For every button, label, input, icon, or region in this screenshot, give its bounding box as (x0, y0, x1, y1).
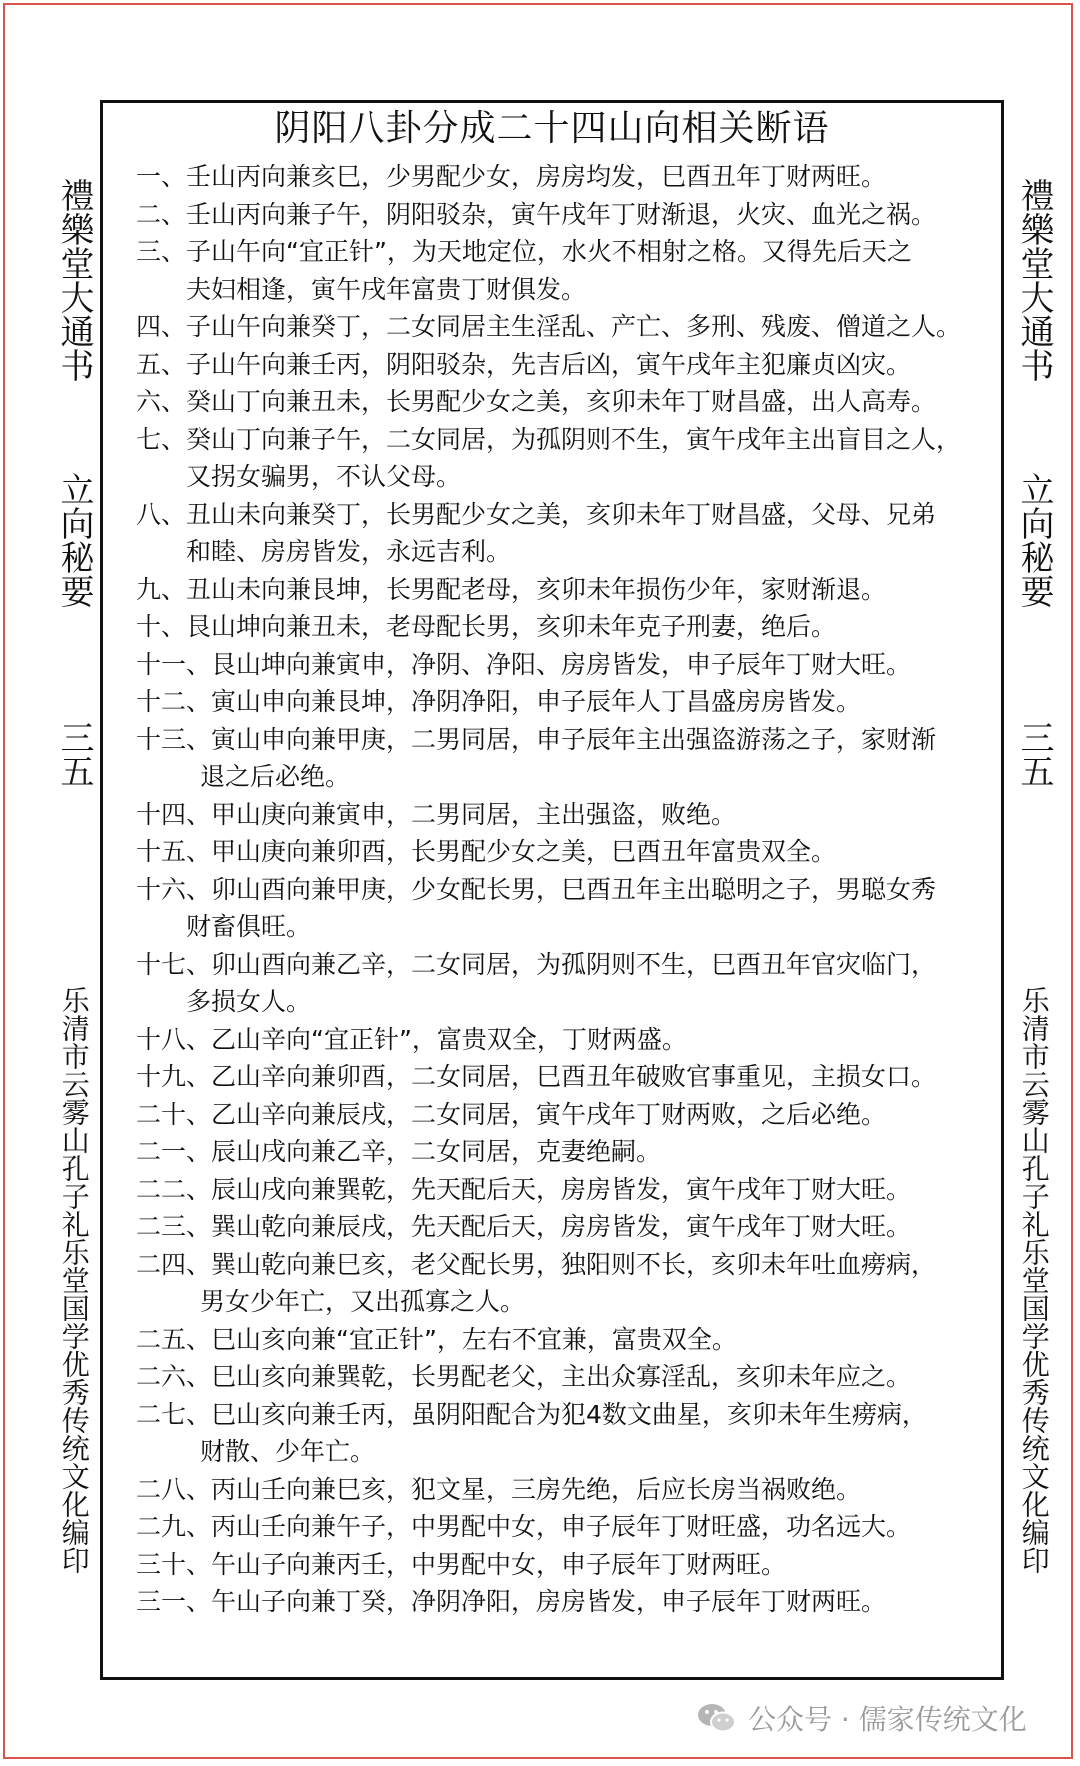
entry-text: 十二、寅山申向兼艮坤，净阴净阳，申子辰年人丁昌盛房房皆发。 (136, 687, 862, 716)
entry-text: 四、子山午向兼癸丁，二女同居主生淫乱、产亡、多刑、残废、僧道之人。 (136, 312, 962, 341)
left-margin-column (52, 160, 96, 1674)
entry-item (136, 383, 996, 421)
entry-text: 十八、乙山辛向“宜正针”，富贵双全，丁财两盛。 (136, 1024, 687, 1054)
entry-item (136, 1321, 996, 1359)
entry-text: 二九、丙山壬向兼午子，中男配中女，申子辰年丁财旺盛，功名远大。 (136, 1512, 912, 1541)
entry-text: 二、壬山丙向兼子午，阴阳驳杂，寅午戌年丁财渐退，火灾、血光之祸。 (136, 199, 937, 229)
entry-item (136, 346, 996, 384)
entry-text: 七、癸山丁向兼子午，二女同居，为孤阴则不生，寅午戌年主出盲目之人， (136, 424, 962, 454)
entry-text: 九、丑山未向兼艮坤，长男配老母，亥卯未年损伤少年，家财渐退。 (136, 574, 887, 604)
entry-text: 八、丑山未向兼癸丁，长男配少女之美，亥卯未年丁财昌盛，父母、兄弟 (136, 499, 937, 529)
entry-text: 三一、午山子向兼丁癸，净阴净阳，房房皆发，申子辰年丁财两旺。 (136, 1587, 887, 1616)
entry-continuation: 多损女人。 (186, 987, 312, 1016)
entry-item (136, 1471, 996, 1509)
entry-text: 十六、卯山酉向兼甲庚，少女配长男，巳酉丑年主出聪明之子，男聪女秀 (136, 874, 937, 904)
wechat-icon (696, 1701, 738, 1735)
entry-text: 三、子山午向“宜正针”，为天地定位，水火不相射之格。又得先后天之 (136, 237, 912, 266)
entry-text: 十一、艮山坤向兼寅申，净阴、净阳、房房皆发，申子辰年丁财大旺。 (136, 649, 912, 679)
publisher-left: 乐清市云雾山孔子礼乐堂国学优秀传统文化编印 (57, 986, 91, 1574)
book-title-left: 禮樂堂大通书 (54, 178, 94, 382)
chapter-title-left: 立向秘要 (54, 472, 94, 608)
entry-item (136, 571, 996, 609)
entry-continuation: 财散、少年亡。 (200, 1437, 376, 1466)
entry-continuation: 和睦、房房皆发，永远吉利。 (186, 537, 512, 566)
entry-item (136, 496, 996, 571)
entry-item (136, 1096, 996, 1134)
watermark-text: 公众号 · 儒家传统文化 (748, 1703, 1027, 1736)
entry-item (136, 1583, 996, 1621)
entry-continuation: 又拐女骗男，不认父母。 (186, 462, 462, 491)
entry-text: 十五、甲山庚向兼卯酉，长男配少女之美，巳酉丑年富贵双全。 (136, 837, 837, 866)
page-number-right: 三五 (1014, 720, 1054, 788)
entry-text: 五、子山午向兼壬丙，阴阳驳杂，先吉后凶，寅午戌年主犯廉贞凶灾。 (136, 349, 912, 379)
entry-item (136, 1508, 996, 1546)
entry-text: 二十、乙山辛向兼辰戌，二女同居，寅午戌年丁财两败，之后必绝。 (136, 1099, 887, 1129)
entry-item (136, 421, 996, 496)
entry-item (136, 1133, 996, 1171)
entry-item (136, 1208, 996, 1246)
entry-continuation: 男女少年亡，又出孤寡之人。 (200, 1287, 526, 1316)
entry-text: 十九、乙山辛向兼卯酉，二女同居，巳酉丑年破败官事重见，主损女口。 (136, 1062, 937, 1091)
entry-text: 十七、卯山酉向兼乙辛，二女同居，为孤阴则不生，巳酉丑年官灾临门， (136, 949, 937, 979)
entry-item (136, 833, 996, 871)
entry-item (136, 308, 996, 346)
page-number-left: 三五 (54, 720, 94, 788)
entry-item (136, 196, 996, 234)
watermark (696, 1698, 1027, 1738)
entry-text: 二八、丙山壬向兼巳亥，犯文星，三房先绝，后应长房当祸败绝。 (136, 1474, 862, 1504)
entry-item (136, 1058, 996, 1096)
entry-item (136, 646, 996, 684)
entry-item (136, 158, 996, 196)
entry-item (136, 608, 996, 646)
entry-continuation: 财畜俱旺。 (186, 912, 312, 941)
entry-item (136, 683, 996, 721)
entry-text: 二二、辰山戌向兼巽乾，先天配后天，房房皆发，寅午戌年丁财大旺。 (136, 1174, 912, 1204)
publisher-right: 乐清市云雾山孔子礼乐堂国学优秀传统文化编印 (1017, 986, 1051, 1574)
entry-text: 二四、巽山乾向兼巳亥，老父配长男，独阳则不长，亥卯未年吐血痨病， (136, 1249, 937, 1279)
entry-item (136, 1396, 996, 1471)
entry-item (136, 1021, 996, 1059)
document-title: 阴阳八卦分成二十四山向相关断语 (274, 108, 830, 149)
entry-text: 二七、巳山亥向兼壬丙，虽阴阳配合为犯4数文曲星，亥卯未年生痨病， (136, 1399, 927, 1429)
entry-item (136, 233, 996, 308)
entry-text: 二一、辰山戌向兼乙辛，二女同居，克妻绝嗣。 (136, 1137, 662, 1166)
entry-text: 二三、巽山乾向兼辰戌，先天配后天，房房皆发，寅午戌年丁财大旺。 (136, 1212, 912, 1241)
entry-continuation: 夫妇相逢，寅午戌年富贵丁财俱发。 (186, 274, 587, 304)
chapter-title-right: 立向秘要 (1014, 472, 1054, 608)
entry-item (136, 871, 996, 946)
entry-text: 十三、寅山申向兼甲庚，二男同居，申子辰年主出强盗游荡之子，家财渐 (136, 724, 937, 754)
entry-text: 三十、午山子向兼丙壬，中男配中女，申子辰年丁财两旺。 (136, 1549, 787, 1579)
entry-continuation: 退之后必绝。 (200, 762, 351, 791)
entry-item (136, 1246, 996, 1321)
entry-item (136, 1171, 996, 1209)
entry-item (136, 796, 996, 834)
entry-item (136, 946, 996, 1021)
entry-item (136, 1546, 996, 1584)
entry-text: 一、壬山丙向兼亥巳，少男配少女，房房均发，巳酉丑年丁财两旺。 (136, 162, 887, 191)
entry-text: 六、癸山丁向兼丑未，长男配少女之美，亥卯未年丁财昌盛，出人高寿。 (136, 387, 937, 416)
book-title-right: 禮樂堂大通书 (1014, 178, 1054, 382)
entry-text: 二六、巳山亥向兼巽乾，长男配老父，主出众寡淫乱，亥卯未年应之。 (136, 1362, 912, 1391)
entry-list (136, 158, 996, 1621)
entry-text: 十四、甲山庚向兼寅申，二男同居，主出强盗，败绝。 (136, 799, 737, 829)
entry-item (136, 721, 996, 796)
right-margin-column (1012, 160, 1056, 1674)
entry-text: 十、艮山坤向兼丑未，老母配长男，亥卯未年克子刑妻，绝后。 (136, 612, 837, 641)
entry-item (136, 1358, 996, 1396)
entry-text: 二五、巳山亥向兼“宜正针”，左右不宜兼，富贵双全。 (136, 1324, 737, 1354)
